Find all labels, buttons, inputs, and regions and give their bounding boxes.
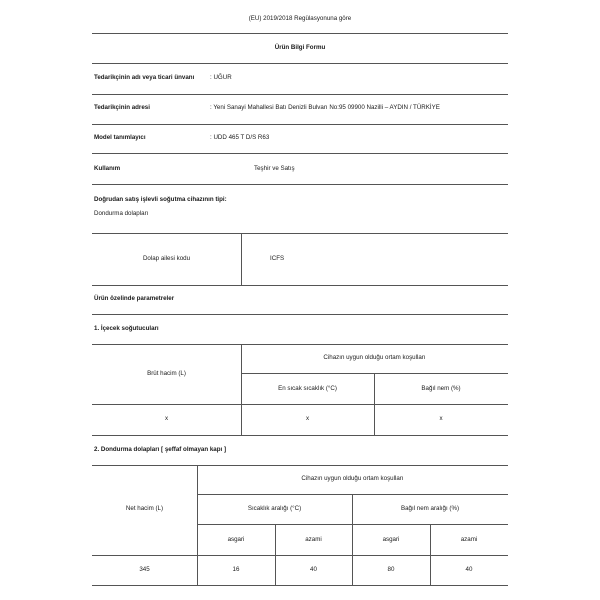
supplier-address-label: Tedarikçinin adresi: [94, 104, 150, 111]
params-heading: Ürün özelinde parametreler: [94, 295, 175, 302]
divider: [92, 344, 508, 345]
humidity-max-value: 40: [465, 566, 473, 573]
divider: [92, 555, 508, 556]
gross-volume-header: Brüt hacim (L): [147, 370, 186, 377]
form-title: Ürün Bilgi Formu: [274, 44, 326, 51]
divider: [92, 124, 508, 125]
temp-min-value: 16: [232, 566, 240, 573]
divider: [197, 524, 508, 525]
humidity-range-header: Bağıl nem aralığı (%): [400, 505, 460, 512]
temp-max-header: azami: [305, 536, 322, 543]
divider: [241, 233, 242, 285]
section1-heading: 1. İçecek soğutucuları: [94, 325, 159, 332]
usage-value: Teşhir ve Satış: [254, 165, 295, 172]
divider: [92, 435, 508, 436]
humidity-value: x: [439, 415, 443, 422]
divider: [92, 153, 508, 154]
divider: [92, 63, 508, 64]
divider: [92, 465, 508, 466]
net-volume-value: 345: [139, 566, 150, 573]
model-value: : UDD 465 T D/S R63: [210, 134, 270, 141]
temp-min-header: asgari: [227, 536, 245, 543]
family-code-value: ICFS: [270, 255, 285, 262]
supplier-name-value: : UĞUR: [210, 74, 232, 81]
divider: [92, 33, 508, 34]
cabinet-type-heading: Doğrudan satış işlevli soğutma cihazının tipi:: [94, 196, 227, 203]
divider: [92, 285, 508, 286]
divider: [92, 233, 508, 234]
temp-max-value: 40: [310, 566, 317, 573]
humidity-header: Bağıl nem (%): [421, 385, 461, 392]
humidity-max-header: azami: [460, 536, 478, 543]
section2-heading: 2. Dondurma dolapları [ şeffaf olmayan kapı ]: [94, 446, 227, 453]
cabinet-type-value: Dondurma dolapları: [94, 210, 149, 217]
warmest-temp-header: En sıcak sıcaklık (°C): [278, 385, 337, 392]
env-conditions-header: Cihazın uygun olduğu ortam koşulları: [323, 354, 426, 361]
usage-label: Kullanım: [94, 165, 121, 172]
divider: [92, 585, 508, 586]
regulation-text: (EU) 2019/2018 Regülasyonuna göre: [248, 15, 352, 22]
supplier-name-label: Tedarikçinin adı veya ticari ünvanı: [94, 74, 195, 81]
humidity-min-header: asgari: [382, 536, 400, 543]
supplier-address-value: : Yeni Sanayi Mahallesi Batı Denizli Bulvarı No:95 09900 Nazilli – AYDIN / TÜRKİYE: [210, 104, 440, 111]
humidity-min-value: 80: [387, 566, 395, 573]
divider: [92, 314, 508, 315]
gross-volume-value: x: [164, 415, 169, 422]
env-conditions-header-2: Cihazın uygun olduğu ortam koşulları: [301, 475, 404, 482]
family-code-label: Dolap ailesi kodu: [142, 255, 191, 262]
temp-range-header: Sıcaklık aralığı (°C): [247, 505, 302, 512]
net-volume-header: Net hacim (L): [125, 505, 164, 512]
model-label: Model tanımlayıcı: [94, 134, 146, 141]
divider: [92, 184, 508, 185]
warmest-temp-value: x: [305, 415, 310, 422]
divider: [92, 94, 508, 95]
divider: [92, 404, 508, 405]
